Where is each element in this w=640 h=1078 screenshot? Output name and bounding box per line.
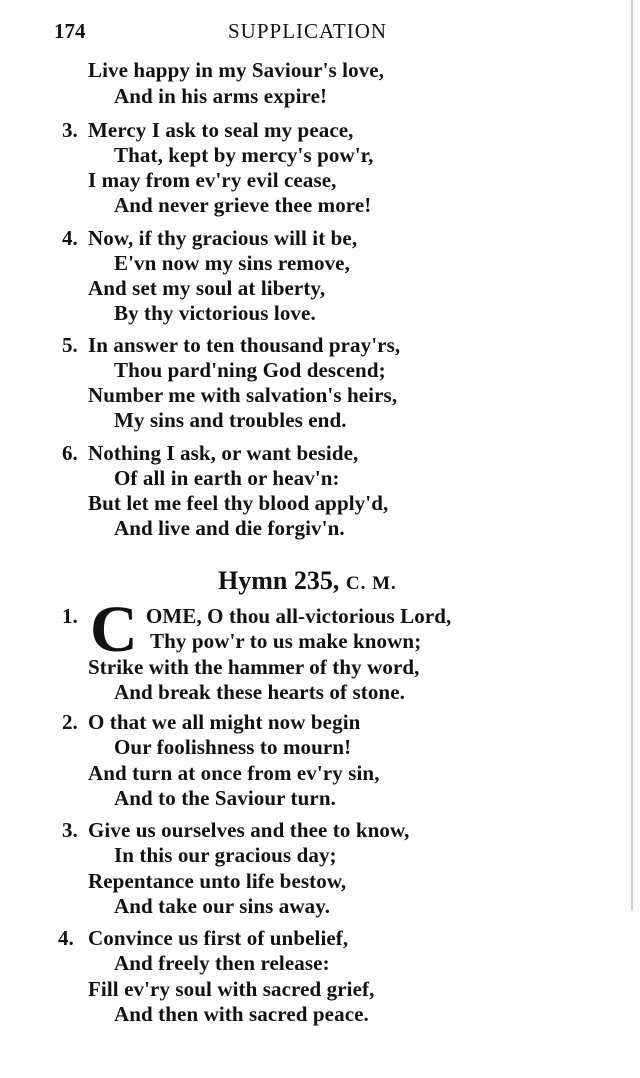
verse-line: Now, if thy gracious will it be, (88, 226, 358, 250)
hymn-number: Hymn 235, (218, 566, 340, 595)
verse-line: Nothing I ask, or want beside, (88, 441, 359, 465)
verse-line: Number me with salvation's heirs, (88, 383, 398, 407)
verse-line: Give us ourselves and thee to know, (88, 818, 410, 842)
verse-line: By thy victorious love. (114, 301, 316, 325)
verse-line: But let me feel thy blood apply'd, (88, 491, 389, 515)
verse-line: Strike with the hammer of thy word, (88, 655, 420, 679)
verse-line: And then with sacred peace. (114, 1002, 369, 1026)
verse-line: And freely then release: (114, 951, 330, 975)
verse-line: Convince us first of unbelief, (88, 926, 349, 950)
hymn-meter: C. M. (345, 573, 397, 594)
verse-line: Thou pard'ning God descend; (114, 358, 386, 382)
verse-line: In this our gracious day; (114, 843, 337, 867)
verse-line: And set my soul at liberty, (88, 276, 326, 300)
verse-line: Live happy in my Saviour's love, (88, 58, 385, 82)
hymn-title (218, 566, 397, 596)
stanza-number: 2. (62, 710, 78, 734)
verse-line: Thy pow'r to us make known; (150, 629, 422, 653)
verse-line: And break these hearts of stone. (114, 680, 405, 704)
stanza-number: 4. (62, 226, 78, 250)
stanza-number: 5. (62, 333, 78, 357)
verse-line: Our foolishness to mourn! (114, 735, 352, 759)
verse-line: OME, O thou all-victorious Lord, (146, 604, 452, 628)
verse-line: And in his arms expire! (114, 84, 328, 108)
stanza-number: 4. (58, 926, 74, 950)
drop-cap: C (90, 593, 138, 666)
page-edge (631, 0, 633, 910)
verse-line: And never grieve thee more! (114, 193, 372, 217)
verse-line: That, kept by mercy's pow'r, (114, 143, 374, 167)
stanza-number: 3. (62, 118, 78, 142)
running-head: SUPPLICATION (228, 19, 388, 43)
verse-line: And to the Saviour turn. (114, 786, 336, 810)
verse-line: Fill ev'ry soul with sacred grief, (88, 977, 375, 1001)
stanza-number: 3. (62, 818, 78, 842)
verse-line: And live and die forgiv'n. (114, 516, 345, 540)
verse-line: Mercy I ask to seal my peace, (88, 118, 354, 142)
verse-line: In answer to ten thousand pray'rs, (88, 333, 401, 357)
verse-line: And take our sins away. (114, 894, 331, 918)
verse-line: Of all in earth or heav'n: (114, 466, 340, 490)
verse-line: And turn at once from ev'ry sin, (88, 761, 380, 785)
verse-line: My sins and troubles end. (114, 408, 347, 432)
page-number: 174 (54, 19, 86, 43)
verse-line: Repentance unto life bestow, (88, 869, 347, 893)
verse-line: O that we all might now begin (88, 710, 361, 734)
verse-line: E'vn now my sins remove, (114, 251, 350, 275)
stanza-number: 1. (62, 604, 78, 628)
stanza-number: 6. (62, 441, 78, 465)
verse-line: I may from ev'ry evil cease, (88, 168, 337, 192)
